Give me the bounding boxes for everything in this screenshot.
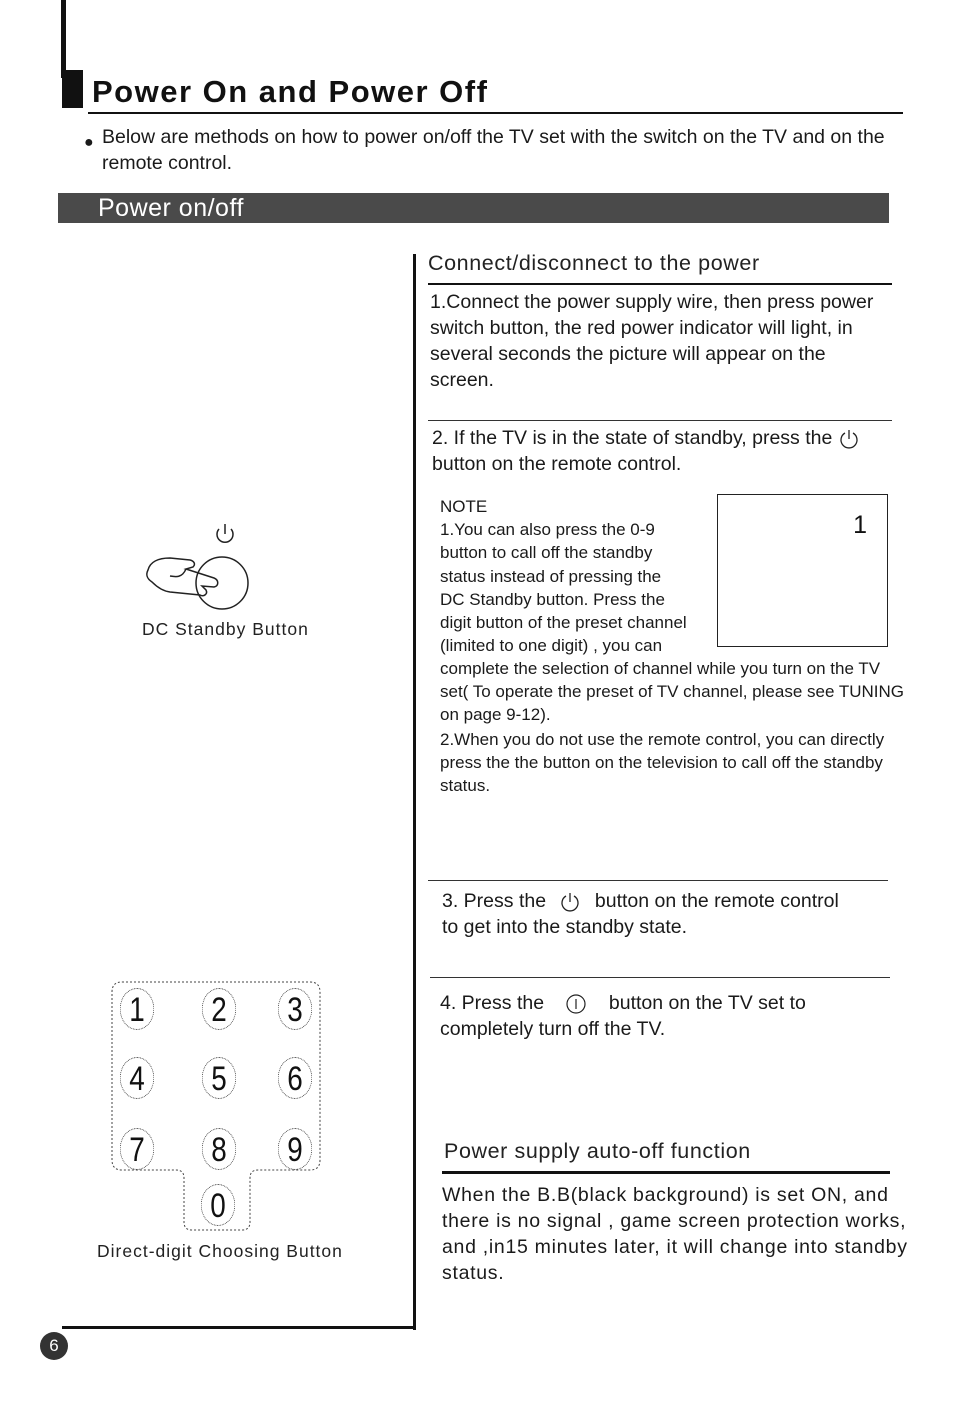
step-divider-1 — [428, 420, 892, 421]
step-2-text-after: button on the remote control. — [432, 453, 682, 475]
note-line-2: button to call off the standby — [440, 543, 653, 563]
note-line-3: status instead of pressing the — [440, 566, 662, 586]
keypad-key-4: 4 — [120, 1057, 154, 1099]
step-2-text — [432, 425, 902, 477]
section-band-label: Power on/off — [98, 194, 244, 222]
step-divider-2 — [428, 880, 888, 881]
auto-off-heading: Power supply auto-off function — [444, 1139, 751, 1163]
auto-off-heading-rule — [442, 1171, 890, 1174]
keypad-key-8: 8 — [202, 1128, 236, 1170]
keypad-key-5: 5 — [202, 1057, 236, 1099]
keypad-key-9: 9 — [278, 1128, 312, 1170]
auto-off-body: When the B.B(black background) is set ON, and there is no signal , game screen protection works, and ,in15 minutes later, it will change into standby status. — [442, 1184, 908, 1284]
keypad-key-6: 6 — [278, 1057, 312, 1099]
keypad-caption: Direct-digit Choosing Button — [97, 1241, 343, 1261]
note-continuation: complete the selection of channel while you turn on the TV set( To operate the preset of TV channel, please see TUNING on page 9-12). — [440, 659, 904, 725]
connect-heading: Connect/disconnect to the power — [428, 251, 760, 275]
note-line-1: 1.You can also press the 0-9 — [440, 520, 655, 540]
step-divider-3 — [430, 977, 890, 978]
page-title: Power On and Power Off — [92, 74, 489, 109]
bottom-rule — [62, 1326, 416, 1329]
tv-power-switch-icon — [565, 993, 587, 1015]
tv-screen-illustration — [717, 494, 888, 647]
column-divider — [413, 254, 416, 1330]
keypad-key-1: 1 — [120, 988, 154, 1030]
step-4-text — [440, 990, 890, 1042]
step-1-text: 1.Connect the power supply wire, then press power switch button, the red power indicator will light, in several seconds the picture will appear on the screen. — [430, 291, 874, 391]
hand-pressing-button-icon — [140, 520, 260, 615]
step-4-text-before: 4. Press the — [440, 992, 545, 1014]
keypad-key-0: 0 — [201, 1184, 235, 1226]
page-number-badge: 6 — [40, 1332, 68, 1360]
note-item-2: 2.When you do not use the remote control, you can directly press the the button on the television to call off the standby status. — [440, 730, 885, 796]
header-black-block — [62, 70, 83, 108]
title-underline — [88, 112, 903, 114]
note-line-5: digit button of the preset channel — [440, 613, 687, 633]
step-3-text-after: button on the remote control — [594, 890, 839, 912]
keypad-key-3: 3 — [278, 988, 312, 1030]
step-3-text-before: 3. Press the — [442, 890, 547, 912]
step-4-text-line-2: completely turn off the TV. — [440, 1018, 666, 1040]
keypad-key-7: 7 — [120, 1128, 154, 1170]
step-3-text — [442, 888, 892, 940]
step-2-text-before: 2. If the TV is in the state of standby, press the — [432, 427, 833, 449]
connect-heading-rule — [428, 283, 892, 285]
note-title: NOTE — [440, 497, 488, 516]
keypad-key-2: 2 — [202, 988, 236, 1030]
power-icon — [838, 428, 860, 450]
intro-text: Below are methods on how to power on/off the TV set with the switch on the TV and on the remote control. — [102, 126, 885, 174]
dc-standby-caption: DC Standby Button — [142, 619, 309, 639]
screen-channel-digit: 1 — [853, 511, 867, 539]
note-line-6: (limited to one digit) , you can — [440, 636, 663, 656]
step-3-text-line-2: to get into the standby state. — [442, 916, 687, 938]
power-icon — [559, 891, 581, 913]
bullet-icon: ● — [84, 134, 94, 151]
header-vertical-bar — [61, 0, 66, 78]
step-4-text-after: button on the TV set to — [608, 992, 806, 1014]
note-line-4: DC Standby button. Press the — [440, 589, 665, 609]
note-block-top — [440, 495, 720, 657]
keypad-outline — [110, 980, 325, 1235]
